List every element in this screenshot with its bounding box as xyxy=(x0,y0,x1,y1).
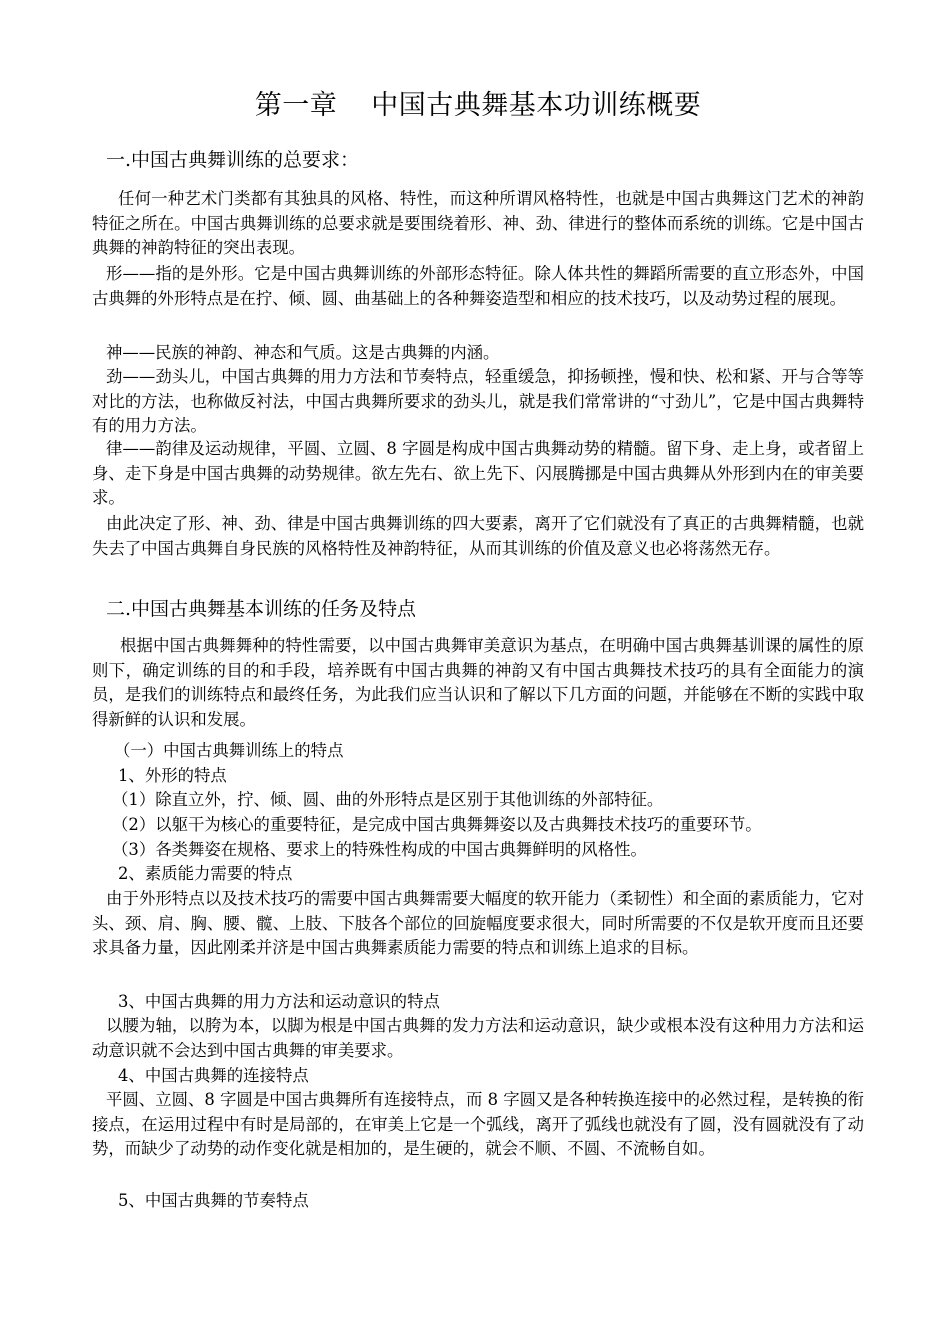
subsection-heading: （一）中国古典舞训练上的特点 xyxy=(114,741,344,760)
chapter-number: 第一章 xyxy=(254,90,338,121)
item-heading: 1、外形的特点 xyxy=(118,766,227,785)
section1-paragraph-spirit: 神——民族的神韵、神态和气质。这是古典舞的内涵。 xyxy=(106,343,500,362)
section1-paragraph-form: 形——指的是外形。它是中国古典舞训练的外部形态特征。除人体共性的舞蹈所需要的直立形态外，中国古典舞的外形特点是在拧、倾、圆、曲基础上的各种舞姿造型和相应的技术技巧，以及动势过程的展现。 xyxy=(92,264,864,308)
section1-heading: 一.中国古典舞训练的总要求： xyxy=(106,149,360,171)
section2-heading: 二.中国古典舞基本训练的任务及特点 xyxy=(106,598,417,620)
section1-paragraph-intro: 任何一种艺术门类都有其独具的风格、特性，而这种所谓风格特性，也就是中国古典舞这门艺术的神韵特征之所在。中国古典舞训练的总要求就是要围绕着形、神、劲、律进行的整体而系统的训练。它是中国古典舞的神韵特征的突出表现。 xyxy=(92,189,864,258)
chapter-title-text: 中国古典舞基本功训练概要 xyxy=(371,90,702,121)
section1-paragraph-conclusion: 由此决定了形、神、劲、律是中国古典舞训练的四大要素，离开了它们就没有了真正的古典舞精髓，也就失去了中国古典舞自身民族的风格特性及神韵特征，从而其训练的价值及意义也必将荡然无存。 xyxy=(92,514,864,558)
item-heading: 5、中国古典舞的节奏特点 xyxy=(118,1191,309,1210)
section2-paragraph-intro: 根据中国古典舞舞种的特性需要，以中国古典舞审美意识为基点，在明确中国古典舞基训课的属性的原则下，确定训练的目的和手段，培养既有中国古典舞的神韵又有中国古典舞技术技巧的具有全面能力的演员，是我们的训练特点和最终任务，为此我们应当认识和了解以下几方面的问题，并能够在不断的实践中取得新鲜的认识和发展。 xyxy=(92,636,864,729)
item-heading: 3、中国古典舞的用力方法和运动意识的特点 xyxy=(118,992,440,1011)
section1-paragraph-rhythm: 律——韵律及运动规律，平圆、立圆、8 字圆是构成中国古典舞动势的精髓。留下身、走上身，或者留上身、走下身是中国古典舞的动势规律。欲左先右、欲上先下、闪展腾挪是中国古典舞从外形到内在的审美要求。 xyxy=(92,439,864,508)
item-paragraph: 由于外形特点以及技术技巧的需要中国古典舞需要大幅度的软开能力（柔韧性）和全面的素质能力，它对头、颈、肩、胸、腰、髋、上肢、下肢各个部位的回旋幅度要求很大，同时所需要的不仅是软开度而且还要求具备力量，因此刚柔并济是中国古典舞素质能力需要的特点和训练上追求的目标。 xyxy=(92,889,864,958)
section1-paragraph-force: 劲——劲头儿，中国古典舞的用力方法和节奏特点，轻重缓急，抑扬顿挫，慢和快、松和紧、开与合等等对比的方法，也称做反衬法，中国古典舞所要求的劲头儿，就是我们常常讲的“寸劲儿”，它是中国古典舞特有的用力方法。 xyxy=(92,367,864,436)
item-heading: 4、中国古典舞的连接特点 xyxy=(118,1066,309,1085)
list-item: （2）以躯干为核心的重要特征，是完成中国古典舞舞姿以及古典舞技术技巧的重要环节。 xyxy=(112,815,762,834)
chapter-title xyxy=(92,88,864,124)
item-heading: 2、素质能力需要的特点 xyxy=(118,864,293,883)
list-item: （1）除直立外，拧、倾、圆、曲的外形特点是区别于其他训练的外部特征。 xyxy=(112,790,664,809)
item-paragraph: 平圆、立圆、8 字圆是中国古典舞所有连接特点，而 8 字圆又是各种转换连接中的必然过程，是转换的衔接点，在运用过程中有时是局部的，在审美上它是一个弧线，离开了弧线也就没有了圆，没有圆就没有了动势，而缺少了动势的动作变化就是相加的，是生硬的，就会不顺、不圆、不流畅自如。 xyxy=(92,1090,864,1159)
list-item: （3）各类舞姿在规格、要求上的特殊性构成的中国古典舞鲜明的风格性。 xyxy=(112,840,647,859)
item-paragraph: 以腰为轴，以胯为本，以脚为根是中国古典舞的发力方法和运动意识，缺少或根本没有这种用力方法和运动意识就不会达到中国古典舞的审美要求。 xyxy=(92,1016,864,1060)
document-page xyxy=(92,0,864,1344)
